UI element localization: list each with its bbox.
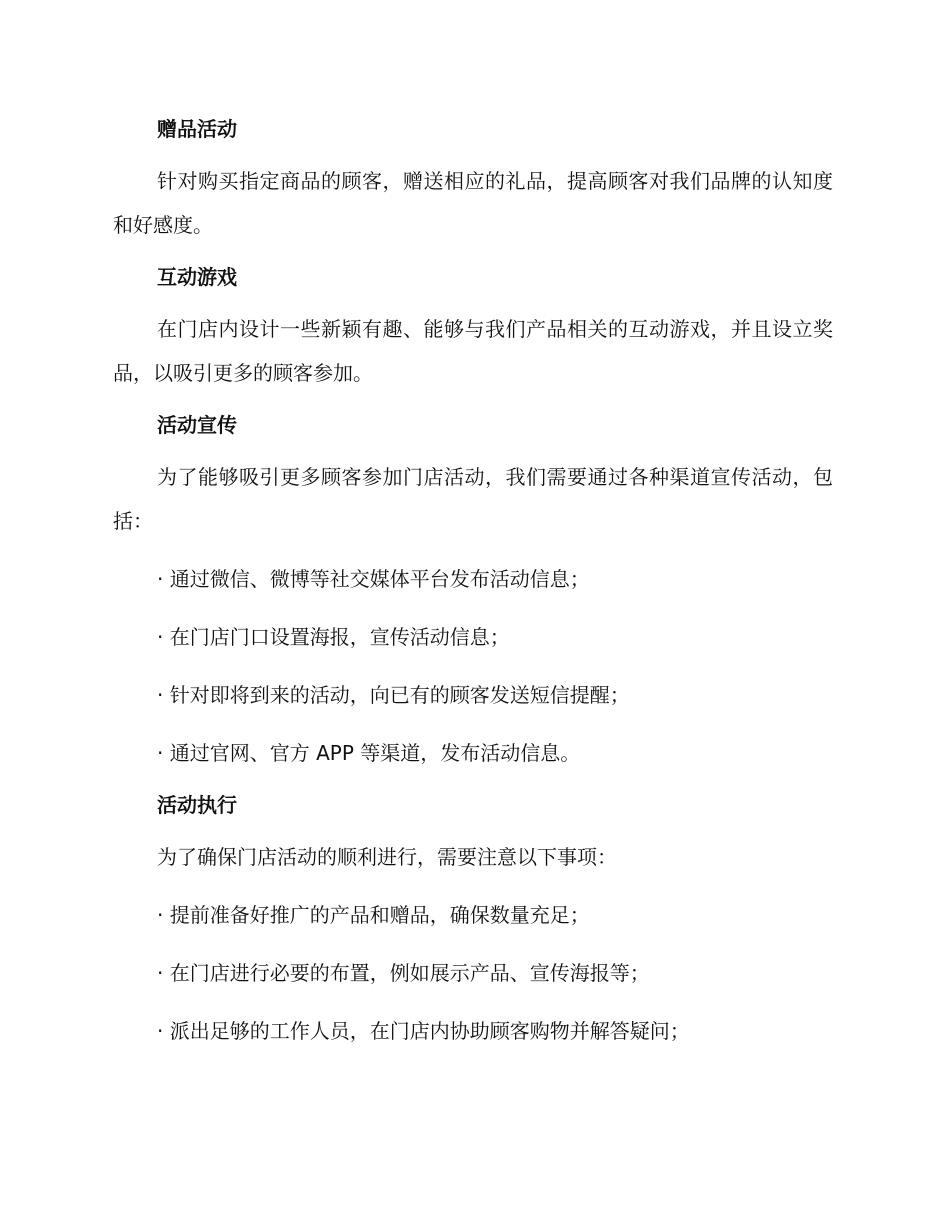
- section-heading-games: 互动游戏: [157, 265, 237, 289]
- list-item: · 通过官网、官方 APP 等渠道，发布活动信息。: [157, 741, 581, 765]
- section-paragraph: 在门店内设计一些新颖有趣、能够与我们产品相关的互动游戏，并且设立奖品，以吸引更多的顾客参加。: [113, 317, 833, 385]
- section-heading-promotion: 活动宣传: [157, 413, 237, 437]
- list-item: · 在门店进行必要的布置，例如展示产品、宣传海报等；: [157, 961, 650, 985]
- section-paragraph: 为了能够吸引更多顾客参加门店活动，我们需要通过各种渠道宣传活动，包括：: [113, 465, 833, 533]
- section-paragraph: 为了确保门店活动的顺利进行，需要注意以下事项：: [157, 845, 617, 869]
- list-item: · 在门店门口设置海报，宣传活动信息；: [157, 625, 510, 649]
- list-item: · 派出足够的工作人员，在门店内协助顾客购物并解答疑问；: [157, 1019, 690, 1043]
- list-item: · 通过微信、微博等社交媒体平台发布活动信息；: [157, 567, 590, 591]
- section-paragraph: 针对购买指定商品的顾客，赠送相应的礼品，提高顾客对我们品牌的认知度和好感度。: [113, 169, 833, 237]
- document-body: [113, 112, 833, 1053]
- list-item: · 提前准备好推广的产品和赠品，确保数量充足；: [157, 903, 590, 927]
- list-item: · 针对即将到来的活动，向已有的顾客发送短信提醒；: [157, 683, 630, 707]
- section-heading-gifts: 赠品活动: [157, 117, 237, 141]
- section-heading-execution: 活动执行: [157, 793, 237, 817]
